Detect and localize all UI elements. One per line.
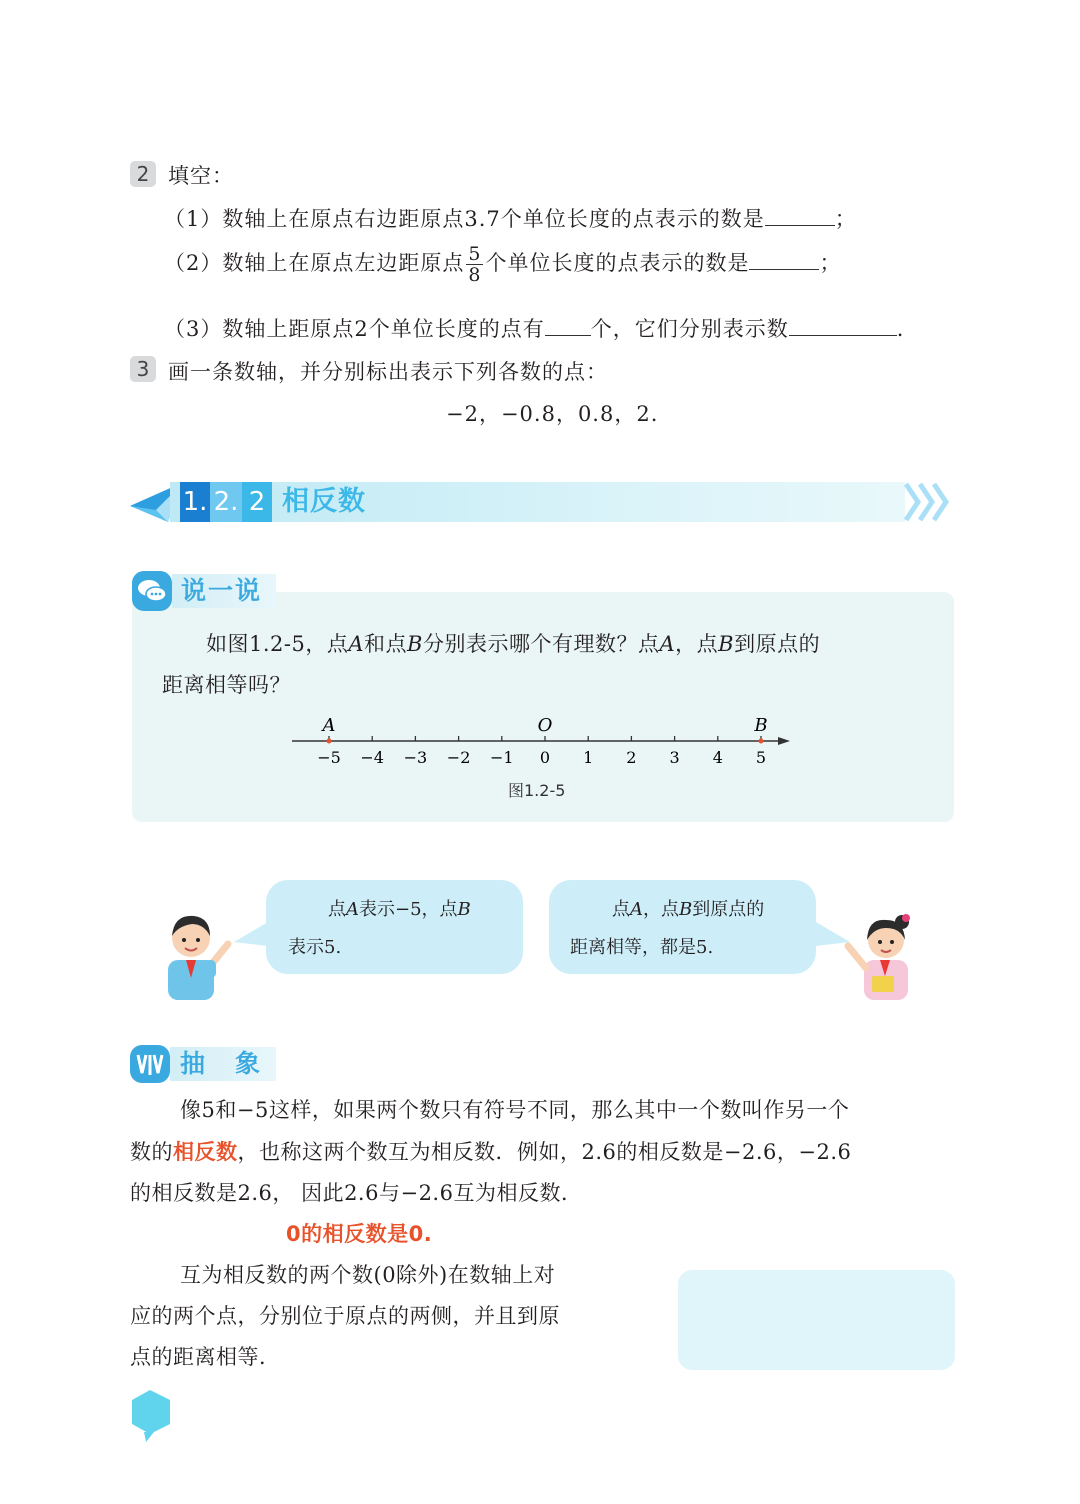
point-label: B (457, 899, 471, 920)
talk-question-line1 (206, 624, 820, 665)
fraction-denominator: 8 (468, 264, 482, 286)
side-note-box (678, 1270, 955, 1370)
abstract-p2-line1: 互为相反数的两个数(0除外)在数轴上对 (180, 1263, 556, 1287)
fraction-five-eighths (466, 244, 483, 285)
boy-illustration (158, 908, 240, 1000)
exercise-number-badge: 3 (130, 356, 156, 382)
answer-blank[interactable] (765, 207, 835, 226)
highlight-statement: 0的相反数是0. (286, 1222, 433, 1246)
tick-label: −2 (446, 748, 471, 767)
label-A: A (322, 715, 336, 736)
bubble-left-line1 (328, 891, 471, 928)
key-term: 相反数 (173, 1140, 238, 1164)
exercise-number-badge: 2 (130, 161, 156, 187)
text: 和点 (364, 632, 408, 656)
point-label: B (679, 899, 693, 920)
speech-bubble-icon (132, 571, 172, 611)
section-number-2: 2. (210, 482, 242, 522)
section-number-1: 1. (180, 482, 210, 522)
tick-label: −4 (360, 748, 384, 767)
text: 点 (612, 899, 630, 920)
exercise-3-numbers: −2，−0.8，0.8，2. (446, 402, 659, 426)
girl-illustration (842, 910, 924, 1000)
answer-blank[interactable] (749, 251, 819, 270)
q2-text-pre: （2）数轴上在原点左边距原点 (164, 251, 465, 275)
point-label: A (630, 899, 643, 920)
answer-blank[interactable] (789, 317, 897, 336)
text: 到原点的 (692, 899, 765, 920)
exercise-2-title: 填空： (168, 164, 234, 188)
section-title: 相反数 (282, 486, 366, 517)
abstract-label-2: 象 (235, 1049, 263, 1078)
text: 分别表示哪个有理数？点 (422, 632, 660, 656)
abstract-p1-line3: 的相反数是2.6， 因此2.6与−2.6互为相反数． (130, 1181, 583, 1205)
text: 如图1.2-5，点 (206, 632, 349, 656)
abstract-p1-line2 (130, 1132, 851, 1173)
exercise-2-q1 (164, 203, 857, 233)
arrow-icon (778, 737, 790, 745)
point-A (327, 739, 332, 744)
q1-text: （1）数轴上在原点右边距原点3.7个单位长度的点表示的数是 (164, 207, 765, 231)
abstract-p2-line3: 点的距离相等． (130, 1345, 281, 1369)
q1-end: ； (834, 207, 857, 231)
text: 数的 (130, 1140, 173, 1164)
label-O: O (537, 715, 553, 736)
tick-label: 0 (539, 748, 551, 767)
talk-question-line2: 距离相等吗？ (162, 673, 291, 697)
point-label: B (718, 632, 735, 656)
label-B: B (754, 715, 768, 736)
section-number-3: 2 (242, 482, 272, 522)
tick-label: −1 (490, 748, 514, 767)
abstract-label-1: 抽 (180, 1049, 208, 1078)
q3-text-mid: 个，它们分别表示数 (590, 317, 789, 341)
text: ，点 (643, 899, 679, 920)
point-label: A (659, 632, 676, 656)
tick-label: 1 (583, 748, 594, 767)
tick-label: −5 (317, 748, 341, 767)
chevrons-icon (902, 482, 952, 522)
exercise-2-q2 (164, 244, 841, 285)
q3-text-pre: （3）数轴上距原点2个单位长度的点有 (164, 317, 545, 341)
bubble-right-line2: 距离相等，都是5. (570, 937, 714, 958)
abstract-icon (130, 1045, 170, 1083)
abstract-p2-line2: 应的两个点，分别位于原点的两侧，并且到原 (130, 1304, 560, 1328)
tick-label: 4 (712, 748, 723, 767)
number-line-figure (280, 708, 800, 778)
q2-end: ； (819, 251, 842, 275)
bubble-right-line1 (612, 891, 764, 928)
text: ，也称这两个数互为相反数．例如，2.6的相反数是−2.6，−2.6 (237, 1140, 852, 1164)
tick-label: 5 (755, 748, 767, 767)
point-label: B (407, 632, 423, 656)
abstract-p1-line1: 像5和−5这样，如果两个数只有符号不同，那么其中一个数叫作另一个 (180, 1098, 850, 1122)
point-B (759, 739, 764, 744)
bubble-tail-left (232, 920, 272, 950)
q2-text-post: 个单位长度的点表示的数是 (485, 251, 750, 275)
bubble-left-line2: 表示5. (288, 937, 342, 958)
figure-caption: 图1.2-5 (508, 781, 566, 800)
point-label: A (348, 632, 365, 656)
section-header-bar (170, 482, 905, 522)
fraction-numerator: 5 (468, 243, 482, 265)
text: ，点 (675, 632, 719, 656)
talk-label: 说一说 (181, 576, 263, 605)
tick-label: 2 (626, 748, 637, 767)
text: 表示−5，点 (359, 899, 458, 920)
exercise-3-title: 画一条数轴，并分别标出表示下列各数的点： (168, 360, 608, 384)
tick-label: 3 (669, 748, 680, 767)
q3-end: . (896, 317, 905, 341)
tick-label: −3 (403, 748, 428, 767)
text: 点 (328, 899, 346, 920)
page-hexagon-icon (128, 1388, 178, 1444)
point-label: A (346, 899, 359, 920)
text: 到原点的 (734, 632, 821, 656)
exercise-2-q3 (164, 313, 904, 343)
answer-blank[interactable] (545, 317, 591, 336)
